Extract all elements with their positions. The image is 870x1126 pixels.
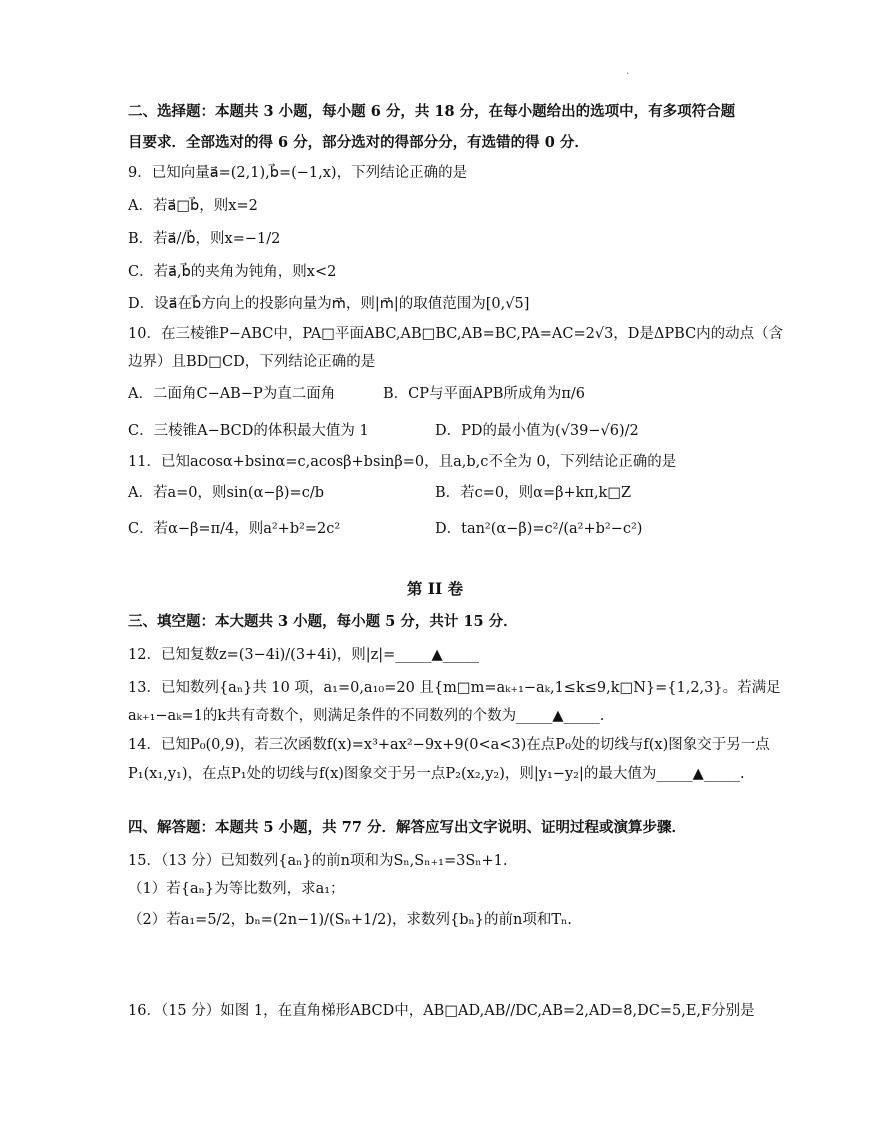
section3-heading: 三、填空题：本大题共 3 小题，每小题 5 分，共计 15 分． <box>128 613 518 630</box>
q15-part1: （1）若{aₙ}为等比数列，求a₁； <box>128 881 345 897</box>
part2-title: 第 II 卷 <box>406 579 464 598</box>
q9-option-d: D．设a⃗在b⃗方向上的投影向量为m⃗，则|m⃗|的取值范围为[0,√5] <box>128 296 530 312</box>
q12: 12．已知复数z=(3−4i)/(3+4i)，则|z|=_____▲_____ <box>128 647 479 663</box>
q11-option-c: C．若α−β=π/4，则a²+b²=2c² <box>128 521 341 537</box>
q10-option-b: B．CP与平面APB所成角为π/6 <box>383 386 586 402</box>
q11-stem: 11．已知acosα+bsinα=c,acosβ+bsinβ=0，且a,b,c不全为 0，下列结论正确的是 <box>128 454 677 470</box>
q10-options-row2 <box>128 421 639 441</box>
q9-option-a: A．若a⃗□b⃗，则x=2 <box>128 198 258 214</box>
q14-line2: P₁(x₁,y₁)，在点P₁处的切线与f(x)图象交于另一点P₂(x₂,y₂)，则|y₁−y₂|的最大值为_____▲_____. <box>128 766 745 782</box>
section2-heading-line2: 目要求．全部选对的得 6 分，部分选对的得部分分，有选错的得 0 分． <box>128 134 589 151</box>
q9-option-b: B．若a⃗//b⃗，则x=−1/2 <box>128 231 281 247</box>
q10-option-c: C．三棱锥A−BCD的体积最大值为 1 <box>128 423 369 439</box>
section4-heading: 四、解答题：本题共 5 小题，共 77 分．解答应写出文字说明、证明过程或演算步骤． <box>128 819 686 836</box>
q10-option-a: A．二面角C−AB−P为直二面角 <box>128 386 336 402</box>
q10-stem-line2: 边界）且BD□CD，下列结论正确的是 <box>128 354 376 370</box>
q13-line1: 13．已知数列{aₙ}共 10 项，a₁=0,a₁₀=20 且{m□m=aₖ₊₁−aₖ,1≤k≤9,k□N}={1,2,3}。若满足 <box>128 680 781 696</box>
q9-option-c: C．若a⃗,b⃗的夹角为钝角，则x<2 <box>128 264 337 280</box>
q10-option-d: D．PD的最小值为(√39−√6)/2 <box>435 423 639 439</box>
q9-stem: 9．已知向量a⃗=(2,1),b⃗=(−1,x)，下列结论正确的是 <box>128 165 468 181</box>
q11-options-row1 <box>128 483 631 503</box>
q15-part2: （2）若a₁=5/2，bₙ=(2n−1)/(Sₙ+1/2)，求数列{bₙ}的前n项和Tₙ. <box>128 912 572 928</box>
q11-option-d: D．tan²(α−β)=c²/(a²+b²−c²) <box>435 521 643 537</box>
q10-stem-line1: 10．在三棱锥P−ABC中，PA□平面ABC,AB□BC,AB=BC,PA=AC=2√3，D是ΔPBC内的动点（含 <box>128 326 784 342</box>
q10-options-row1 <box>128 384 585 404</box>
q13-line2: aₖ₊₁−aₖ=1的k共有奇数个，则满足条件的不同数列的个数为_____▲_____. <box>128 708 605 724</box>
q11-option-b: B．若c=0，则α=β+kπ,k□Z <box>435 485 632 501</box>
q11-option-a: A．若a=0，则sin(α−β)=c/b <box>128 485 324 501</box>
q15-stem: 15．（13 分）已知数列{aₙ}的前n项和为Sₙ,Sₙ₊₁=3Sₙ+1. <box>128 853 508 869</box>
header-dot: . <box>626 66 630 77</box>
q14-line1: 14．已知P₀(0,9)，若三次函数f(x)=x³+ax²−9x+9(0<a<3)在点P₀处的切线与f(x)图象交于另一点 <box>128 737 770 753</box>
q16-line1: 16．（15 分）如图 1，在直角梯形ABCD中，AB□AD,AB//DC,AB=2,AD=8,DC=5,E,F分别是 <box>128 1003 755 1019</box>
section2-heading-line1: 二、选择题：本题共 3 小题，每小题 6 分，共 18 分，在每小题给出的选项中，有多项符合题 <box>128 103 736 120</box>
q11-options-row2 <box>128 519 642 539</box>
